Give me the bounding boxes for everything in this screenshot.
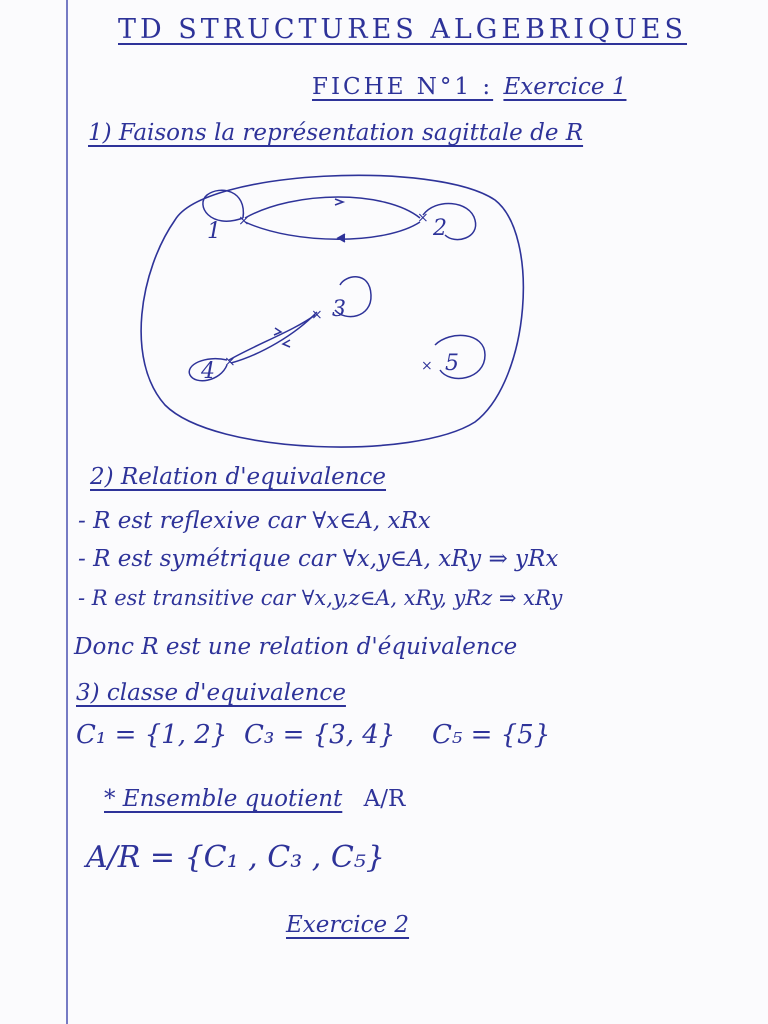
svg-text:1: 1 (207, 219, 221, 244)
svg-text:5: 5 (445, 351, 459, 376)
svg-text:3: 3 (332, 297, 346, 322)
margin-line (66, 0, 68, 1024)
section2-heading: 2) Relation d'equivalence (90, 464, 387, 490)
conclusion-line: Donc R est une relation d'équivalence (74, 634, 518, 660)
quotient-formula: A/R = {C₁ , C₃ , C₅} (86, 840, 385, 875)
page-title: TD STRUCTURES ALGEBRIQUES (118, 14, 688, 45)
section3-heading: 3) classe d'equivalence (76, 680, 346, 706)
svg-text:2: 2 (433, 216, 447, 241)
node-3 (311, 277, 371, 323)
exercise2-heading: Exercice 2 (286, 912, 410, 938)
transitive-line: - R est transitive car ∀x,y,z∈A, xRy, yRz ⇒ xRy (78, 586, 563, 610)
class-c5: C₅ = {5} (432, 720, 551, 750)
node-5 (421, 335, 485, 378)
node-1 (203, 190, 250, 244)
symmetric-line: - R est symétrique car ∀x,y∈A, xRy ⇒ yRx (78, 546, 559, 572)
arrow-2-1 (245, 222, 420, 239)
svg-text:×: × (311, 307, 323, 323)
node-4 (189, 354, 236, 384)
svg-text:×: × (224, 354, 236, 370)
section1-heading: 1) Faisons la représentation sagittale de R (88, 120, 584, 146)
svg-text:×: × (238, 213, 250, 229)
arrow-1-2 (245, 197, 420, 218)
class-c1: C₁ = {1, 2} (76, 720, 228, 750)
reflexive-line: - R est reflexive car ∀x∈A, xRx (78, 508, 431, 534)
exercise-label: Exercice 1 (503, 74, 627, 100)
svg-text:×: × (417, 210, 429, 226)
sagittal-diagram (135, 160, 535, 455)
quotient-suffix: A/R (363, 786, 406, 812)
quotient-heading: * Ensemble quotient (104, 786, 343, 812)
arrow-4-3 (229, 315, 315, 360)
node-2 (417, 204, 476, 241)
sheet-label: FICHE N°1 : (312, 74, 494, 100)
class-c3: C₃ = {3, 4} (244, 720, 396, 750)
svg-text:4: 4 (201, 359, 215, 384)
svg-text:×: × (421, 358, 433, 374)
